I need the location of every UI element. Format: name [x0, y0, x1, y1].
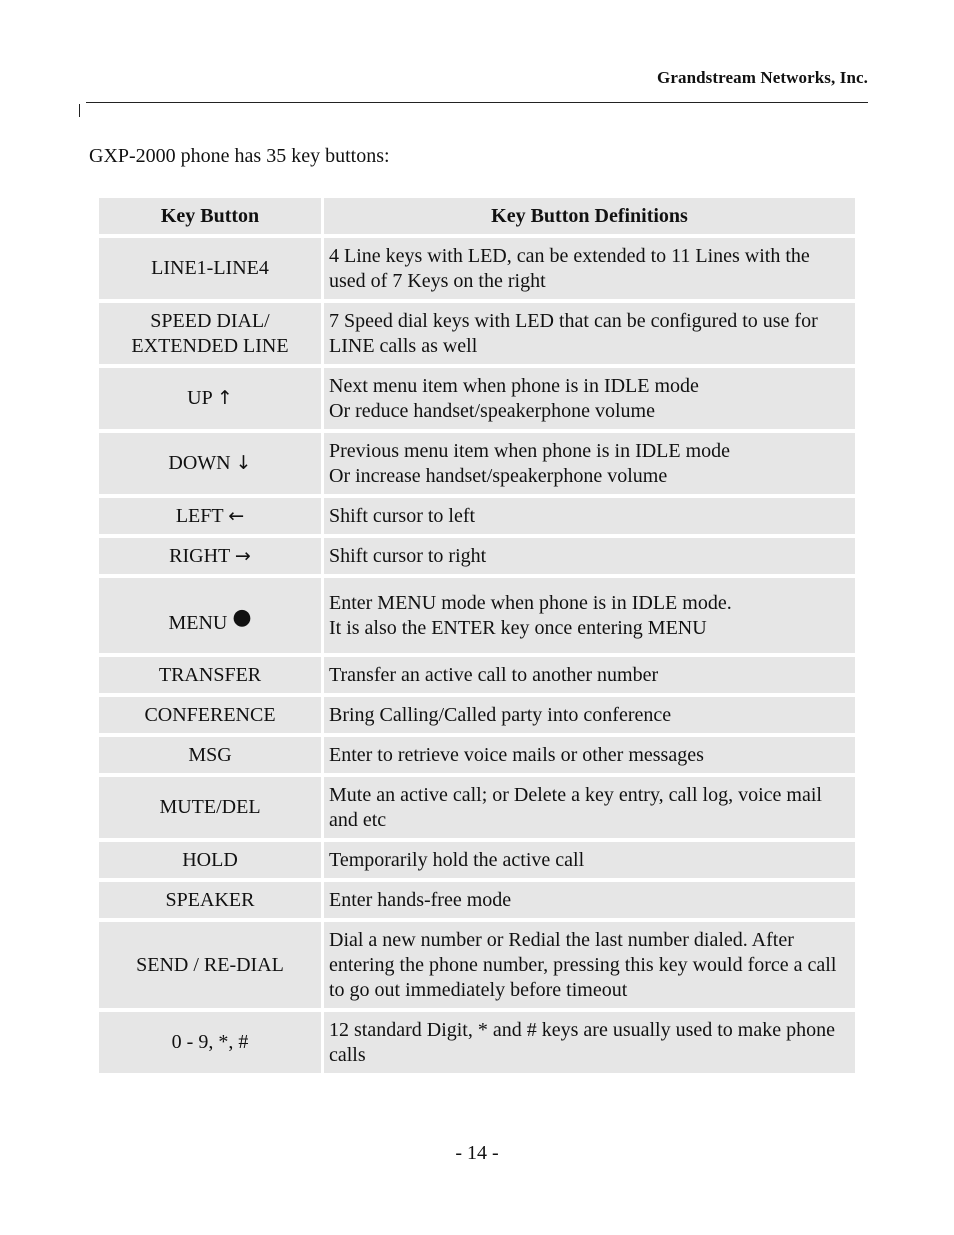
- key-name: SEND / RE-DIAL: [99, 922, 321, 1008]
- header-company: Grandstream Networks, Inc.: [657, 68, 868, 87]
- intro-text: GXP-2000 phone has 35 key buttons:: [89, 145, 390, 167]
- key-definition: Enter hands-free mode: [324, 882, 855, 918]
- key-name: MUTE/DEL: [99, 777, 321, 838]
- key-name: DOWN: [168, 452, 231, 474]
- key-definition: Mute an active call; or Delete a key entry, call log, voice mail and etc: [324, 777, 855, 838]
- table-row: [99, 657, 855, 693]
- column-header-key-button: Key Button: [99, 198, 321, 234]
- key-definition: Dial a new number or Redial the last number dialed. After entering the phone number, pressing this key would force a call to go out immediately before timeout: [324, 922, 855, 1008]
- key-definition: Bring Calling/Called party into conference: [324, 697, 855, 733]
- definition-line2: Or increase handset/speakerphone volume: [329, 464, 668, 487]
- key-name-line2: EXTENDED LINE: [131, 334, 289, 357]
- key-definition: Enter to retrieve voice mails or other messages: [324, 737, 855, 773]
- table-row: [99, 578, 855, 653]
- key-name: 0 - 9, *, #: [99, 1012, 321, 1073]
- key-definition: 4 Line keys with LED, can be extended to 11 Lines with the used of 7 Keys on the right: [324, 238, 855, 299]
- key-name: RIGHT: [169, 544, 230, 567]
- table-row: [99, 922, 855, 1008]
- key-name: CONFERENCE: [99, 697, 321, 733]
- table-row: [99, 538, 855, 574]
- table-row: [99, 737, 855, 773]
- key-definition: [324, 368, 855, 429]
- table-row: [99, 238, 855, 299]
- up-arrow-icon: ↑: [216, 387, 233, 409]
- key-name: LEFT: [175, 504, 224, 527]
- key-name: HOLD: [99, 842, 321, 878]
- definition-line1: Next menu item when phone is in IDLE mode: [329, 374, 699, 397]
- key-definition: [324, 578, 855, 653]
- header-margin-mark: [79, 104, 80, 117]
- key-name: MSG: [99, 737, 321, 773]
- key-cell: [99, 368, 321, 429]
- table-row: [99, 697, 855, 733]
- key-cell: [99, 433, 321, 494]
- table-row: [99, 433, 855, 494]
- key-definition: [324, 433, 855, 494]
- key-button-table: [96, 194, 858, 1077]
- key-name: SPEAKER: [99, 882, 321, 918]
- key-definition: Shift cursor to right: [324, 538, 855, 574]
- table-row: [99, 303, 855, 364]
- definition-line2: Or reduce handset/speakerphone volume: [329, 399, 655, 422]
- key-name: UP: [187, 387, 212, 409]
- key-definition: Transfer an active call to another number: [324, 657, 855, 693]
- table-row: [99, 842, 855, 878]
- key-name: TRANSFER: [99, 657, 321, 693]
- key-definition: 12 standard Digit, * and # keys are usually used to make phone calls: [324, 1012, 855, 1073]
- key-name: LINE1-LINE4: [99, 238, 321, 299]
- key-name: [99, 303, 321, 364]
- table-row: [99, 777, 855, 838]
- key-cell: [99, 498, 321, 534]
- definition-line2: It is also the ENTER key once entering MENU: [329, 616, 707, 639]
- column-header-definitions: Key Button Definitions: [324, 198, 855, 234]
- table-row: [99, 882, 855, 918]
- table-row: [99, 1012, 855, 1073]
- table-row: [99, 498, 855, 534]
- down-arrow-icon: ↓: [235, 452, 252, 474]
- key-name: MENU: [168, 611, 228, 634]
- key-definition: Shift cursor to left: [324, 498, 855, 534]
- key-definition: Temporarily hold the active call: [324, 842, 855, 878]
- key-definition: 7 Speed dial keys with LED that can be configured to use for LINE calls as well: [324, 303, 855, 364]
- right-arrow-icon: →: [234, 544, 251, 567]
- key-cell: [99, 538, 321, 574]
- key-name-line1: SPEED DIAL/: [150, 309, 270, 332]
- definition-line1: Enter MENU mode when phone is in IDLE mode.: [329, 591, 732, 614]
- page-number: - 14 -: [455, 1142, 499, 1164]
- table-row: [99, 368, 855, 429]
- key-cell: [99, 578, 321, 653]
- menu-dot-icon: ●: [232, 604, 252, 630]
- header-rule: [86, 102, 868, 103]
- left-arrow-icon: ←: [228, 504, 245, 527]
- definition-line1: Previous menu item when phone is in IDLE mode: [329, 439, 731, 462]
